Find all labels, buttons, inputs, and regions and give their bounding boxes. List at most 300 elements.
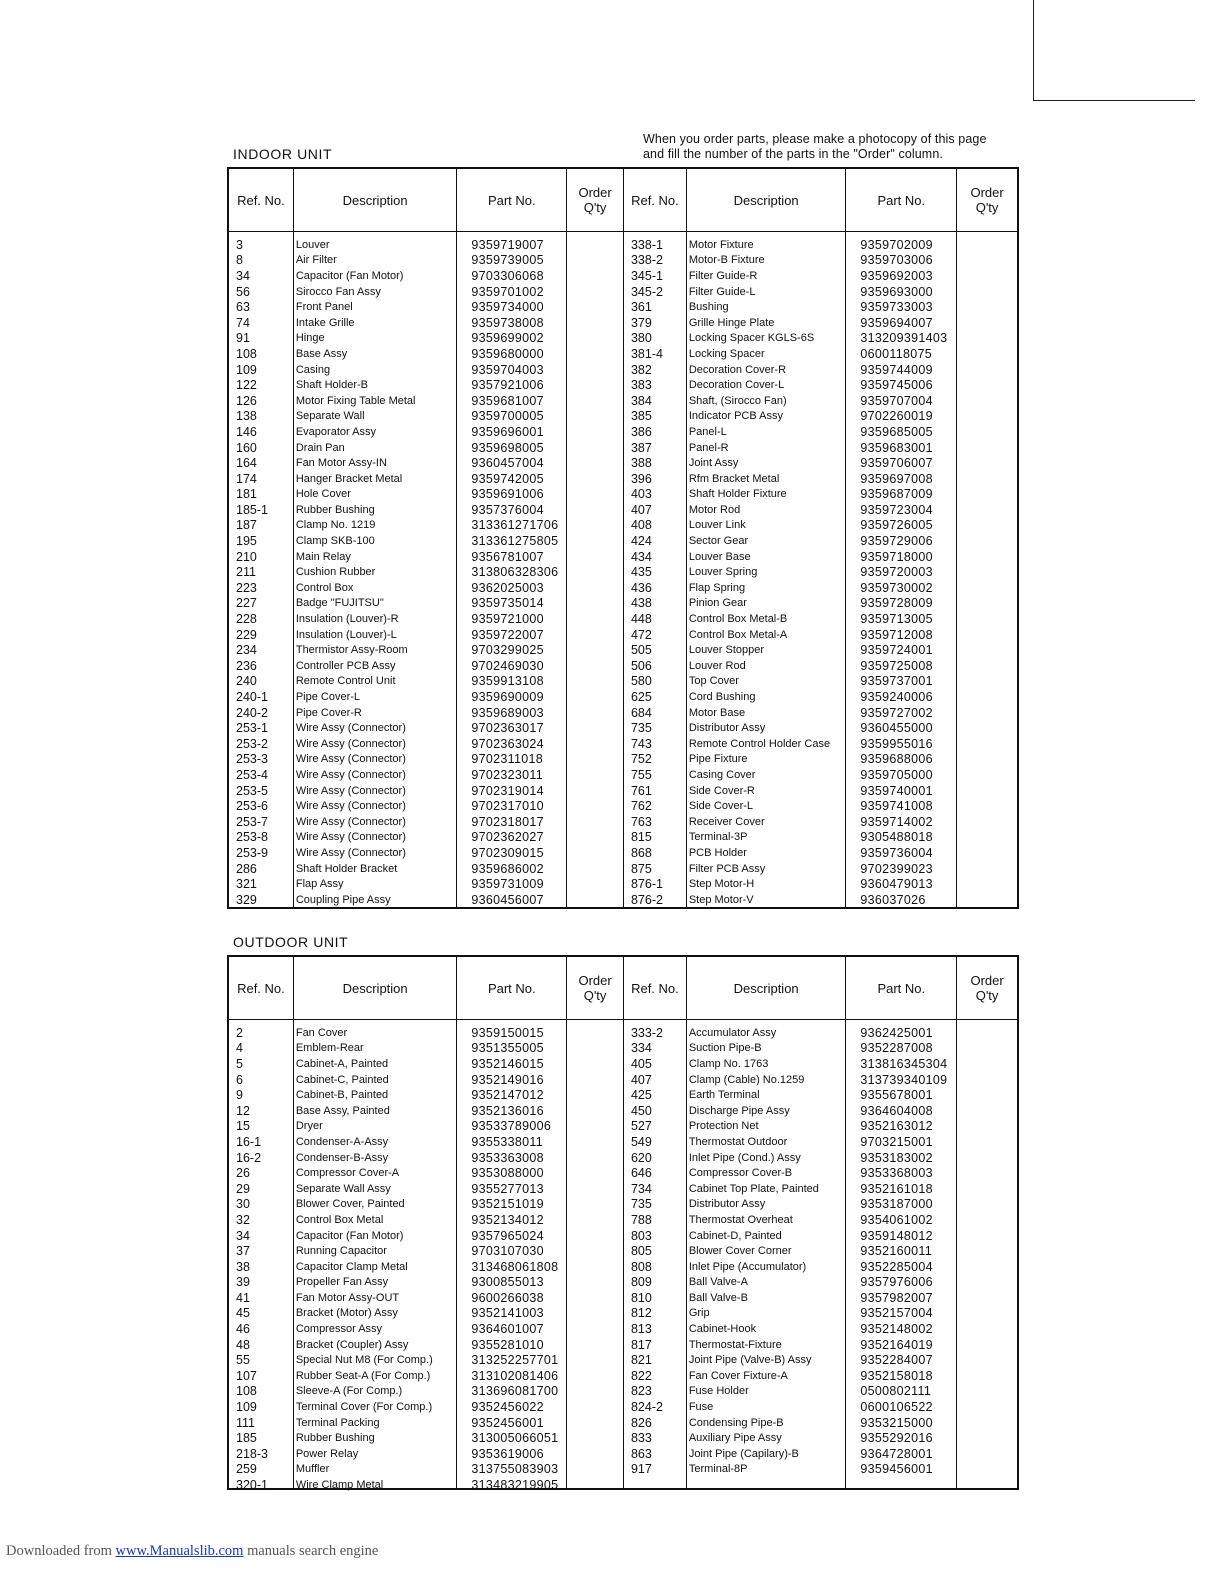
part-number: 9359727002 — [860, 705, 933, 720]
manualslib-link[interactable]: www.Manualslib.com — [115, 1543, 244, 1559]
ref-no: 803 — [630, 1228, 652, 1243]
ref-no: 407 — [630, 1072, 652, 1087]
ref-no: 810 — [630, 1290, 652, 1305]
part-number: 9359730002 — [860, 580, 933, 595]
part-description: Decoration Cover-L — [688, 379, 785, 392]
part-description: Louver Link — [688, 519, 746, 532]
table-row — [229, 393, 1017, 409]
part-description: Louver Rod — [688, 659, 746, 672]
part-description: Side Cover-L — [688, 800, 754, 813]
ref-no: 16-2 — [236, 1150, 262, 1165]
part-description: Inlet Pipe (Accumulator) — [688, 1260, 807, 1273]
part-description: Wire Assy (Connector) — [295, 831, 406, 844]
table-row — [229, 533, 1017, 549]
part-description: Controller PCB Assy — [295, 659, 396, 672]
ref-no: 821 — [630, 1353, 652, 1368]
ref-no: 108 — [236, 346, 257, 361]
table-row — [229, 315, 1017, 331]
part-description: Cabinet-B, Painted — [295, 1089, 389, 1102]
part-number: 9359698005 — [471, 440, 544, 455]
part-description: Ball Valve-A — [688, 1276, 748, 1289]
part-description: Condensing Pipe-B — [688, 1416, 784, 1429]
ref-no: 734 — [630, 1181, 652, 1196]
ref-no: 863 — [630, 1446, 652, 1461]
table-row — [229, 299, 1017, 315]
part-number: 9355292016 — [860, 1431, 933, 1446]
table-row — [229, 1181, 1017, 1197]
table-row — [229, 564, 1017, 580]
ref-no: 438 — [630, 596, 652, 611]
part-number: 313755083903 — [471, 1462, 559, 1477]
part-number: 9353187000 — [860, 1197, 933, 1212]
ref-no: 181 — [236, 487, 257, 502]
part-number: 313739340109 — [860, 1072, 948, 1087]
table-row — [229, 1290, 1017, 1306]
ref-no: 755 — [630, 767, 652, 782]
table-row — [229, 253, 1017, 269]
part-description: Emblem-Rear — [295, 1042, 364, 1055]
table-row — [229, 268, 1017, 284]
part-description: Thermostat-Fixture — [688, 1338, 782, 1351]
part-description: Terminal Packing — [295, 1416, 380, 1429]
part-number: 9359737001 — [860, 674, 933, 689]
part-no-header: Part No. — [846, 169, 957, 231]
ref-no: 812 — [630, 1306, 652, 1321]
part-description: Earth Terminal — [688, 1089, 760, 1102]
ref-no: 126 — [236, 393, 257, 408]
part-number: 9702363024 — [471, 736, 544, 751]
ref-no: 333-2 — [630, 1025, 663, 1040]
part-description: Badge "FUJITSU" — [295, 597, 384, 610]
part-number: 313361271706 — [471, 518, 559, 533]
ref-no: 823 — [630, 1384, 652, 1399]
part-number: 9702309015 — [471, 845, 544, 860]
table-row — [229, 1306, 1017, 1322]
table-row — [229, 331, 1017, 347]
ref-no: 381-4 — [630, 346, 663, 361]
part-number: 9359694007 — [860, 315, 933, 330]
ref-no: 345-1 — [630, 268, 663, 283]
order-note-line: When you order parts, please make a photocopy of this page — [643, 132, 987, 146]
part-description: Separate Wall Assy — [295, 1182, 391, 1195]
ref-no: 185-1 — [236, 502, 268, 517]
part-number: 9300855013 — [471, 1275, 544, 1290]
part-number: 9359691006 — [471, 487, 544, 502]
part-number: 9359699002 — [471, 331, 544, 346]
description-header: Description — [687, 169, 847, 231]
part-number: 9359744009 — [860, 362, 933, 377]
part-description: Hinge — [295, 332, 325, 345]
table-row — [229, 892, 1017, 908]
part-description: Wire Assy (Connector) — [295, 784, 406, 797]
part-number: 9359723004 — [860, 502, 933, 517]
part-description: Filter Guide-L — [688, 285, 756, 298]
ref-no: 111 — [236, 1415, 256, 1430]
part-number: 9359456001 — [860, 1462, 933, 1477]
ref-no: 620 — [630, 1150, 652, 1165]
corner-rule — [1033, 100, 1195, 101]
part-number: 9702318017 — [471, 814, 544, 829]
ref-no: 187 — [236, 518, 257, 533]
part-number: 9352158018 — [860, 1368, 933, 1383]
part-number: 9359689003 — [471, 705, 544, 720]
ref-no: 210 — [236, 549, 257, 564]
part-number: 9702363017 — [471, 721, 544, 736]
ref-no: 763 — [630, 814, 652, 829]
ref-no: 4 — [236, 1041, 243, 1056]
ref-no: 107 — [236, 1368, 257, 1383]
part-description: Grille Hinge Plate — [688, 316, 775, 329]
part-number: 9359712008 — [860, 627, 933, 642]
part-description: Clamp No. 1219 — [295, 519, 376, 532]
part-number: 9359696001 — [471, 424, 544, 439]
ref-no: 160 — [236, 440, 257, 455]
part-number: 9359680000 — [471, 346, 544, 361]
part-description: Step Motor-H — [688, 878, 755, 891]
part-number: 9359734000 — [471, 300, 544, 315]
ref-no: 109 — [236, 362, 257, 377]
order-qty-header — [957, 169, 1017, 231]
ref-no: 3 — [236, 237, 243, 252]
part-description: Thermostat Outdoor — [688, 1135, 788, 1148]
part-number: 9359700005 — [471, 409, 544, 424]
part-description: Motor Fixture — [688, 238, 754, 251]
table-body — [229, 232, 1017, 907]
part-description: Receiver Cover — [688, 815, 765, 828]
part-description: Rfm Bracket Metal — [688, 472, 780, 485]
indoor-unit-title: INDOOR UNIT — [233, 146, 333, 162]
part-description: Distributor Assy — [688, 1198, 766, 1211]
table-row — [229, 674, 1017, 690]
ref-no: 34 — [236, 268, 250, 283]
part-number: 9360455000 — [860, 721, 933, 736]
table-row — [229, 611, 1017, 627]
part-number: 9359725008 — [860, 658, 933, 673]
ref-no: 38 — [236, 1259, 250, 1274]
part-description: Intake Grille — [295, 316, 355, 329]
part-no-header: Part No. — [457, 169, 567, 231]
part-number: 9353088000 — [471, 1166, 544, 1181]
ref-no: 174 — [236, 471, 257, 486]
ref-no: 813 — [630, 1322, 652, 1337]
part-description: Cabinet-D, Painted — [688, 1229, 782, 1242]
qty-label: Q'ty — [975, 988, 999, 1003]
order-qty-header — [957, 957, 1017, 1019]
part-number: 9359688006 — [860, 752, 933, 767]
part-description: Panel-R — [688, 441, 729, 454]
table-row — [229, 424, 1017, 440]
ref-no: 549 — [630, 1134, 652, 1149]
table-row — [229, 346, 1017, 362]
table-row — [229, 471, 1017, 487]
part-description: Discharge Pipe Assy — [688, 1104, 790, 1117]
ref-no: 580 — [630, 674, 652, 689]
part-number: 9351355005 — [471, 1041, 544, 1056]
indoor-parts-table — [227, 167, 1019, 909]
table-row — [229, 783, 1017, 799]
part-number: 9352151019 — [471, 1197, 544, 1212]
ref-no: 403 — [630, 487, 652, 502]
ref-no: 435 — [630, 565, 652, 580]
ref-no: 425 — [630, 1088, 652, 1103]
part-number: 9355277013 — [471, 1181, 544, 1196]
part-description: Drain Pan — [295, 441, 345, 454]
ref-no-header: Ref. No. — [229, 957, 294, 1019]
part-number: 9359701002 — [471, 284, 544, 299]
order-label: Order — [970, 973, 1004, 988]
table-row — [229, 1025, 1017, 1041]
table-row — [229, 705, 1017, 721]
ref-no: 253-5 — [236, 783, 268, 798]
ref-no: 211 — [236, 565, 256, 580]
part-description: Motor-B Fixture — [688, 254, 765, 267]
ref-no: 824-2 — [630, 1400, 663, 1415]
part-description: Propeller Fan Assy — [295, 1276, 389, 1289]
ref-no: 164 — [236, 456, 257, 471]
part-description: Capacitor (Fan Motor) — [295, 1229, 404, 1242]
part-description: Shaft Holder Bracket — [295, 862, 398, 875]
part-number: 9362425001 — [860, 1025, 933, 1040]
part-description: Motor Fixing Table Metal — [295, 394, 416, 407]
ref-no: 122 — [236, 378, 257, 393]
part-description: Cabinet-C, Painted — [295, 1073, 389, 1086]
part-description: Motor Base — [688, 706, 746, 719]
ref-no: 527 — [630, 1119, 652, 1134]
ref-no: 917 — [630, 1462, 652, 1477]
ref-no: 735 — [630, 1197, 652, 1212]
part-number: 313806328306 — [471, 565, 559, 580]
part-description: Insulation (Louver)-L — [295, 628, 397, 641]
ref-no: 684 — [630, 705, 652, 720]
part-description: Special Nut M8 (For Comp.) — [295, 1354, 433, 1367]
part-number: 9364728001 — [860, 1446, 933, 1461]
ref-no: 505 — [630, 643, 652, 658]
part-number: 9703306068 — [471, 268, 544, 283]
part-description: Fan Cover Fixture-A — [688, 1369, 788, 1382]
part-description: Control Box — [295, 581, 354, 594]
ref-no: 384 — [630, 393, 652, 408]
ref-no: 408 — [630, 518, 652, 533]
table-row — [229, 642, 1017, 658]
description-header: Description — [294, 957, 458, 1019]
outdoor-parts-table — [227, 955, 1019, 1493]
table-row — [229, 720, 1017, 736]
part-number: 9354061002 — [860, 1212, 933, 1227]
ref-no: 15 — [236, 1119, 250, 1134]
ref-no: 405 — [630, 1056, 652, 1071]
part-number: 9357976006 — [860, 1275, 933, 1290]
ref-no: 29 — [236, 1181, 250, 1196]
table-row — [229, 1165, 1017, 1181]
ref-no: 229 — [236, 627, 257, 642]
ref-no: 253-7 — [236, 814, 268, 829]
table-row — [229, 487, 1017, 503]
ref-no: 833 — [630, 1431, 652, 1446]
part-description: Locking Spacer KGLS-6S — [688, 332, 815, 345]
part-description: Wire Assy (Connector) — [295, 815, 406, 828]
part-number: 313252257701 — [471, 1353, 559, 1368]
table-row — [229, 798, 1017, 814]
part-number: 9352160011 — [860, 1244, 932, 1259]
ref-no: 761 — [630, 783, 652, 798]
part-description: Hole Cover — [295, 488, 351, 501]
ref-no: 876-1 — [630, 877, 663, 892]
part-description: Running Capacitor — [295, 1245, 387, 1258]
ref-no: 228 — [236, 612, 257, 627]
qty-label: Q'ty — [583, 988, 607, 1003]
ref-no: 48 — [236, 1337, 250, 1352]
part-number: 0500802111 — [860, 1384, 932, 1399]
part-number: 9359736004 — [860, 845, 933, 860]
part-description: Shaft Holder-B — [295, 379, 368, 392]
part-description: Rubber Bushing — [295, 503, 375, 516]
ref-no: 227 — [236, 596, 257, 611]
ref-no: 138 — [236, 409, 257, 424]
part-description: Terminal-8P — [688, 1463, 748, 1476]
part-description: Casing Cover — [688, 768, 756, 781]
download-footer — [6, 1543, 378, 1560]
part-number: 9359718000 — [860, 549, 933, 564]
part-description: Thermistor Assy-Room — [295, 644, 408, 657]
part-number: 936037026 — [860, 892, 926, 907]
part-description: Wire Assy (Connector) — [295, 846, 406, 859]
table-row — [229, 440, 1017, 456]
part-description: Bracket (Coupler) Assy — [295, 1338, 409, 1351]
ref-no: 55 — [236, 1353, 250, 1368]
part-description: Suction Pipe-B — [688, 1042, 762, 1055]
table-row — [229, 455, 1017, 471]
ref-no: 380 — [630, 331, 652, 346]
part-description: Louver Stopper — [688, 644, 765, 657]
ref-no: 2 — [236, 1025, 243, 1040]
part-number: 9359681007 — [471, 393, 544, 408]
part-description: Base Assy — [295, 347, 348, 360]
ref-no: 386 — [630, 424, 652, 439]
ref-no: 109 — [236, 1400, 257, 1415]
part-number: 9357965024 — [471, 1228, 544, 1243]
part-description: Wire Assy (Connector) — [295, 768, 406, 781]
qty-label: Q'ty — [583, 200, 607, 215]
part-description: Control Box Metal-B — [688, 613, 788, 626]
part-description: Pipe Cover-R — [295, 706, 362, 719]
part-number: 9359714002 — [860, 814, 933, 829]
ref-no: 34 — [236, 1228, 250, 1243]
part-number: 9359913108 — [471, 674, 544, 689]
ref-no: 345-2 — [630, 284, 663, 299]
part-number: 9359693000 — [860, 284, 933, 299]
part-number: 9703215001 — [860, 1134, 933, 1149]
ref-no: 448 — [630, 612, 652, 627]
ref-no: 388 — [630, 456, 652, 471]
ref-no: 26 — [236, 1166, 250, 1181]
table-row — [229, 689, 1017, 705]
ref-no: 817 — [630, 1337, 652, 1352]
order-qty-header — [567, 957, 624, 1019]
ref-no: 223 — [236, 580, 257, 595]
part-number: 9352147012 — [471, 1088, 544, 1103]
table-row — [229, 658, 1017, 674]
part-number: 9359240006 — [860, 690, 933, 705]
part-description: Indicator PCB Assy — [688, 410, 783, 423]
part-description: Louver Spring — [688, 566, 758, 579]
part-description: Terminal-3P — [688, 831, 748, 844]
ref-no: 240 — [236, 674, 257, 689]
part-number: 93533789006 — [471, 1119, 552, 1134]
ref-no: 5 — [236, 1056, 243, 1071]
part-description: Muffler — [295, 1463, 330, 1476]
part-number: 9356781007 — [471, 549, 544, 564]
part-description: Shaft Holder Fixture — [688, 488, 787, 501]
part-description: Fan Cover — [295, 1026, 348, 1039]
ref-no: 625 — [630, 690, 652, 705]
part-description: Pinion Gear — [688, 597, 747, 610]
part-description: Sirocco Fan Assy — [295, 285, 381, 298]
part-number: 9353368003 — [860, 1166, 933, 1181]
part-no-header: Part No. — [846, 957, 957, 1019]
part-number: 9360457004 — [471, 456, 544, 471]
part-number: 313361275805 — [471, 534, 559, 549]
part-number: 9355338011 — [471, 1134, 543, 1149]
part-number: 313816345304 — [860, 1056, 948, 1071]
part-number: 9359722007 — [471, 627, 544, 642]
table-row — [229, 580, 1017, 596]
part-number: 9352148002 — [860, 1322, 933, 1337]
ref-no-header: Ref. No. — [624, 169, 687, 231]
ref-no: 387 — [630, 440, 652, 455]
ref-no: 320-1 — [236, 1478, 268, 1493]
table-row — [229, 502, 1017, 518]
table-row — [229, 876, 1017, 892]
part-number: 9352149016 — [471, 1072, 544, 1087]
corner-rule — [1033, 0, 1034, 100]
ref-no: 39 — [236, 1275, 250, 1290]
ref-no: 253-9 — [236, 845, 268, 860]
part-number: 9702260019 — [860, 409, 933, 424]
table-row — [229, 1041, 1017, 1057]
part-description: Clamp SKB-100 — [295, 535, 375, 548]
part-description: Casing — [295, 363, 331, 376]
part-number: 313102081406 — [471, 1368, 559, 1383]
part-description: Cushion Rubber — [295, 566, 376, 579]
part-number: 9359713005 — [860, 612, 933, 627]
part-number: 9357921006 — [471, 378, 544, 393]
table-row — [229, 237, 1017, 253]
part-description: Distributor Assy — [688, 722, 766, 735]
part-number: 9359719007 — [471, 237, 544, 252]
order-label: Order — [970, 185, 1004, 200]
part-description: Inlet Pipe (Cond.) Assy — [688, 1151, 801, 1164]
part-description: Separate Wall — [295, 410, 365, 423]
ref-no: 6 — [236, 1072, 243, 1087]
part-description: Capacitor (Fan Motor) — [295, 269, 404, 282]
ref-no: 46 — [236, 1322, 250, 1337]
table-row — [229, 1477, 1017, 1493]
part-description: Cabinet-Hook — [688, 1323, 757, 1336]
part-description: Step Motor-V — [688, 893, 754, 906]
ref-no: 8 — [236, 253, 243, 268]
table-row — [229, 1352, 1017, 1368]
ref-no: 195 — [236, 534, 257, 549]
part-number: 9702323011 — [471, 767, 543, 782]
ref-no: 218-3 — [236, 1446, 268, 1461]
part-number: 9352136016 — [471, 1103, 544, 1118]
table-row — [229, 1275, 1017, 1291]
part-number: 9357982007 — [860, 1290, 933, 1305]
ref-no: 868 — [630, 845, 652, 860]
part-number: 9359707004 — [860, 393, 933, 408]
table-row — [229, 1134, 1017, 1150]
ref-no: 762 — [630, 799, 652, 814]
